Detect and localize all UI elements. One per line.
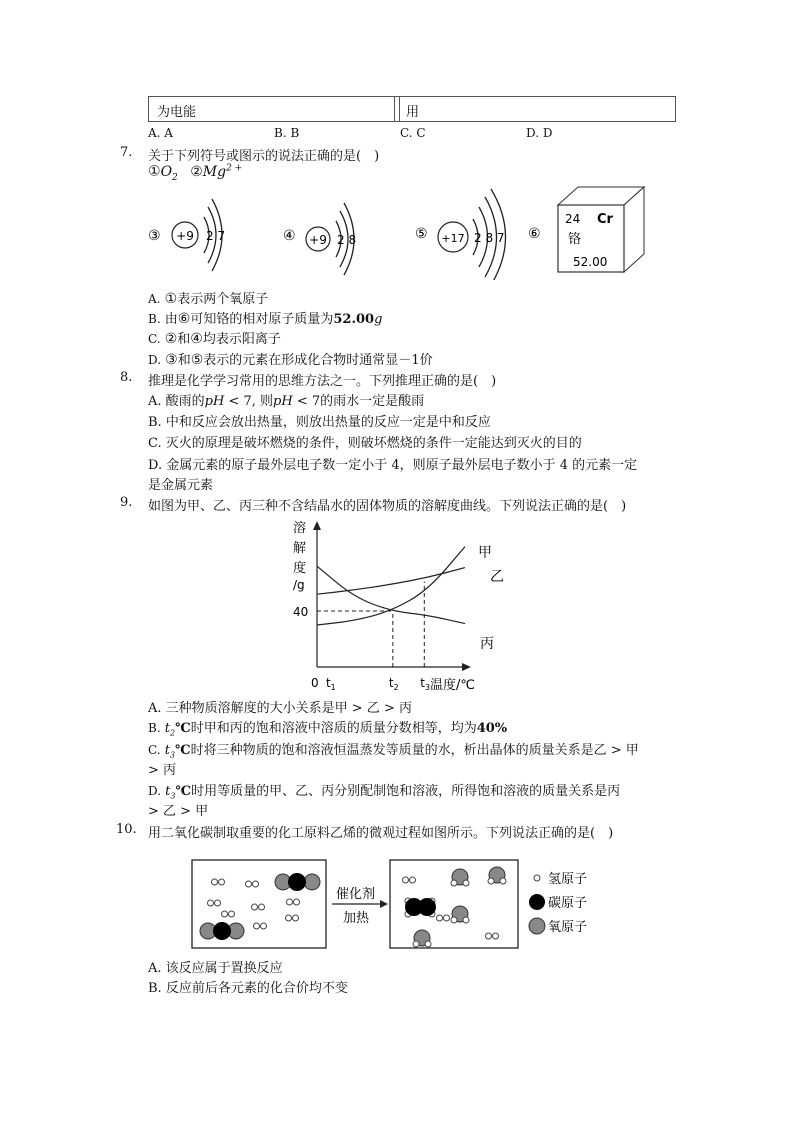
- reaction-arrowhead: [380, 900, 388, 908]
- atom3-index: ③: [148, 228, 161, 244]
- y-label-4: /g: [293, 578, 305, 592]
- q10-option-b[interactable]: B. 反应前后各元素的化合价均不变: [148, 981, 348, 996]
- q9-number: 9.: [120, 495, 133, 510]
- arrow-condition-heat: 加热: [343, 911, 370, 926]
- q6-option-c[interactable]: C. C: [400, 126, 426, 140]
- q7-symbols: [148, 163, 242, 182]
- legend-hydrogen-label: 氢原子: [548, 872, 588, 887]
- series-label: 丙: [480, 636, 494, 652]
- x-axis-label: 温度/℃: [430, 678, 475, 693]
- y-label-2: 解: [293, 541, 307, 556]
- q6-option-a[interactable]: A. A: [148, 126, 173, 140]
- atom5-index: ⑤: [415, 226, 428, 242]
- q7-number: 7.: [120, 145, 133, 160]
- table-cell-left: [149, 97, 395, 121]
- solubility-chart: [285, 515, 515, 695]
- q8-option-d-line2: 是金属元素: [148, 478, 214, 493]
- q9-option-b[interactable]: B. $t_2℃$时甲和丙的饱和溶液中溶质的质量分数相等，均为40%: [148, 721, 508, 738]
- x-tick-label-t3: $t_3$: [420, 676, 431, 692]
- co2-molecule: [275, 873, 320, 891]
- legend-oxygen-label: 氧原子: [548, 920, 588, 935]
- symbol-1-index: ①: [148, 163, 161, 180]
- q9-option-c[interactable]: C. $t_3℃$时将三种物质的饱和溶液恒温蒸发等质量的水，析出晶体的质量关系是乙 > 甲: [148, 743, 639, 760]
- q7-option-a[interactable]: A. ①表示两个氧原子: [148, 291, 269, 307]
- x-tick-label-t2: $t_2$: [388, 676, 399, 692]
- x-axis-arrow: [462, 663, 471, 671]
- q8-option-c[interactable]: C. 灭火的原理是破坏燃烧的条件，则破坏燃烧的条件一定能达到灭火的目的: [148, 436, 582, 451]
- atom3-nucleus-charge: +9: [176, 229, 194, 243]
- answer-table-row: [148, 96, 676, 122]
- arrow-condition-catalyst: 催化剂: [336, 887, 376, 902]
- series-jia-curve: [317, 547, 465, 625]
- series-yi-curve: [317, 568, 465, 595]
- origin-label: 0: [311, 676, 319, 690]
- legend-carbon-icon: [529, 894, 545, 910]
- table-cell-left-text: 为电能: [157, 105, 197, 120]
- atom3-electrons: 2 7: [206, 229, 226, 243]
- q7-stem: 关于下列符号或图示的说法正确的是( ): [148, 149, 380, 164]
- reaction-diagram: [190, 856, 620, 956]
- symbol-1-o2: $O_2$: [160, 163, 178, 183]
- atom4-index: ④: [283, 228, 296, 244]
- q10-option-a[interactable]: A. 该反应属于置换反应: [148, 961, 283, 976]
- q10-number: 10.: [116, 822, 137, 837]
- legend-oxygen-icon: [529, 918, 545, 934]
- element-name: 铬: [568, 232, 582, 247]
- h2o-molecule: [413, 930, 431, 947]
- h2o-molecule: [451, 906, 469, 923]
- atom4-electrons: 2 8: [337, 233, 357, 247]
- symbol-2-mg: $Mg^{2 +}$: [202, 163, 243, 180]
- q9-option-d[interactable]: D. $t_3℃$时用等质量的甲、乙、丙分别配制饱和溶液，所得饱和溶液的质量关系是丙: [148, 784, 621, 801]
- element-symbol: Cr: [597, 212, 613, 227]
- legend-carbon-label: 碳原子: [548, 896, 588, 911]
- co2-molecule: [200, 922, 244, 940]
- x-tick-label-t1: $t_1$: [325, 676, 336, 692]
- q8-option-a[interactable]: A. 酸雨的pH < 7, 则pH < 7的雨水一定是酸雨: [148, 394, 425, 409]
- y-label-3: 度: [293, 561, 307, 576]
- element-mass: 52.00: [573, 255, 608, 269]
- y-axis-arrow: [313, 521, 321, 530]
- series-label: 甲: [478, 545, 492, 561]
- q7-option-d[interactable]: D. ③和⑤表示的元素在形成化合物时通常显－1价: [148, 352, 433, 368]
- series-bing-curve: [317, 566, 465, 623]
- q9-option-c-line2: > 丙: [148, 763, 177, 778]
- atom5-electrons: 2 8 7: [474, 231, 505, 245]
- element6-index: ⑥: [528, 226, 541, 242]
- legend-hydrogen-icon: [534, 875, 540, 881]
- y-label-1: 溶: [293, 521, 307, 536]
- q9-option-a[interactable]: A. 三种物质溶解度的大小关系是甲 > 乙 > 丙: [148, 701, 412, 716]
- q7-option-b[interactable]: B. 由⑥可知铬的相对原子质量为52.00g: [148, 311, 383, 327]
- table-cell-right: [399, 97, 670, 121]
- q6-option-d[interactable]: D. D: [526, 126, 553, 140]
- table-cell-right-text: 用: [406, 105, 420, 120]
- h2o-molecule: [488, 867, 506, 884]
- atom-structure-diagrams: [140, 185, 680, 280]
- q6-option-b[interactable]: B. B: [274, 126, 300, 140]
- q10-stem: 用二氧化碳制取重要的化工原料乙烯的微观过程如图所示。下列说法正确的是( ): [148, 826, 614, 841]
- q8-stem: 推理是化学学习常用的思维方法之一。下列推理正确的是( ): [148, 374, 497, 389]
- atom4-nucleus-charge: +9: [309, 233, 327, 247]
- element-atomic-number: 24: [565, 212, 581, 226]
- h2o-molecule: [451, 869, 469, 886]
- q8-number: 8.: [120, 370, 133, 385]
- q9-stem: 如图为甲、乙、丙三种不含结晶水的固体物质的溶解度曲线。下列说法正确的是( ): [148, 499, 627, 514]
- y-tick-label-40: 40: [293, 605, 309, 619]
- q8-option-d-line1[interactable]: D. 金属元素的原子最外层电子数一定小于 4，则原子最外层电子数小于 4 的元素一定: [148, 458, 638, 473]
- q8-option-b[interactable]: B. 中和反应会放出热量，则放出热量的反应一定是中和反应: [148, 415, 491, 430]
- symbol-2-index: ②: [190, 163, 203, 180]
- atom5-nucleus-charge: +17: [441, 232, 465, 245]
- q7-option-c[interactable]: C. ②和④均表示阳离子: [148, 331, 281, 347]
- series-label: 乙: [490, 569, 504, 585]
- q9-option-d-line2: > 乙 > 甲: [148, 804, 209, 819]
